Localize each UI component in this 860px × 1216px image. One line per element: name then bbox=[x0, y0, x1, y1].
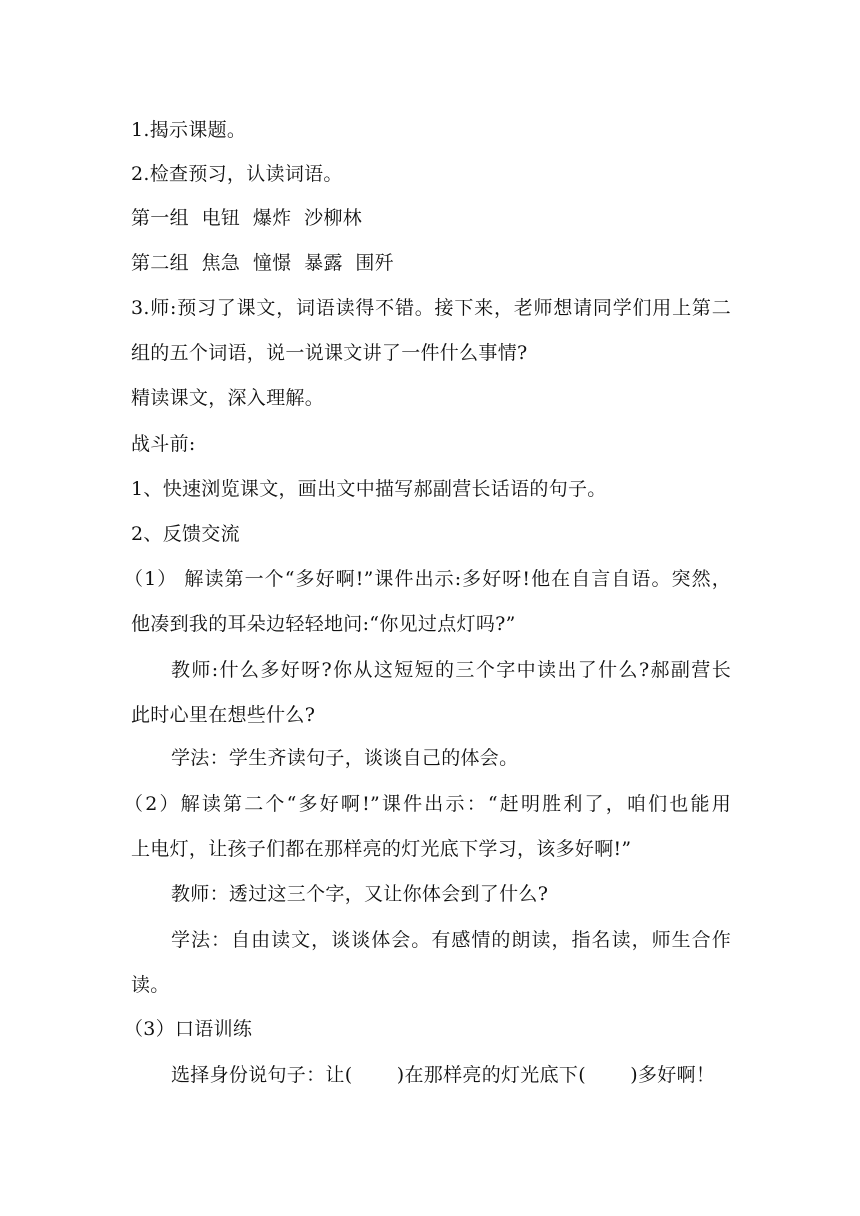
text-line: 组的五个词语，说一说课文讲了一件什么事情? bbox=[131, 342, 528, 364]
text-line: 他凑到我的耳朵边轻轻地问:“你见过点灯吗?” bbox=[131, 613, 516, 635]
text-line: 1.揭示课题。 bbox=[131, 119, 247, 141]
text-line: 第二组 焦急 憧憬 暴露 围歼 bbox=[131, 252, 395, 274]
text-line: 学法：学生齐读句子，谈谈自己的体会。 bbox=[171, 747, 519, 769]
text-line: 3.师:预习了课文，词语读得不错。接下来，老师想请同学们用上第二 bbox=[131, 297, 731, 319]
text-line: 学法：自由读文，谈谈体会。有感情的朗读，指名读，师生合作 bbox=[171, 929, 731, 951]
text-line: 教师：透过这三个字，又让你体会到了什么? bbox=[171, 883, 549, 905]
text-line: 上电灯，让孩子们都在那样亮的灯光底下学习，该多好啊!” bbox=[131, 838, 632, 860]
text-line: 精读课文，深入理解。 bbox=[131, 387, 325, 409]
text-line: 1、快速浏览课文，画出文中描写郝副营长话语的句子。 bbox=[131, 478, 607, 500]
text-line: （1） 解读第一个“多好啊!”课件出示:多好呀!他在自言自语。突然， bbox=[124, 568, 731, 590]
text-line: 战斗前: bbox=[131, 433, 196, 455]
text-line: 2.检查预习，认读词语。 bbox=[131, 163, 343, 185]
text-line: 选择身份说句子：让( )在那样亮的灯光底下( )多好啊！ bbox=[171, 1064, 716, 1086]
text-line: （3）口语训练 bbox=[124, 1018, 253, 1040]
text-line: （2）解读第二个“多好啊!”课件出示：“赶明胜利了，咱们也能用 bbox=[124, 793, 731, 815]
text-line: 2、反馈交流 bbox=[131, 523, 240, 545]
text-line: 第一组 电钮 爆炸 沙柳林 bbox=[131, 207, 363, 229]
text-line: 此时心里在想些什么? bbox=[131, 704, 316, 726]
text-line: 教师:什么多好呀?你从这短短的三个字中读出了什么?郝副营长 bbox=[171, 659, 731, 681]
text-line: 读。 bbox=[131, 974, 170, 996]
